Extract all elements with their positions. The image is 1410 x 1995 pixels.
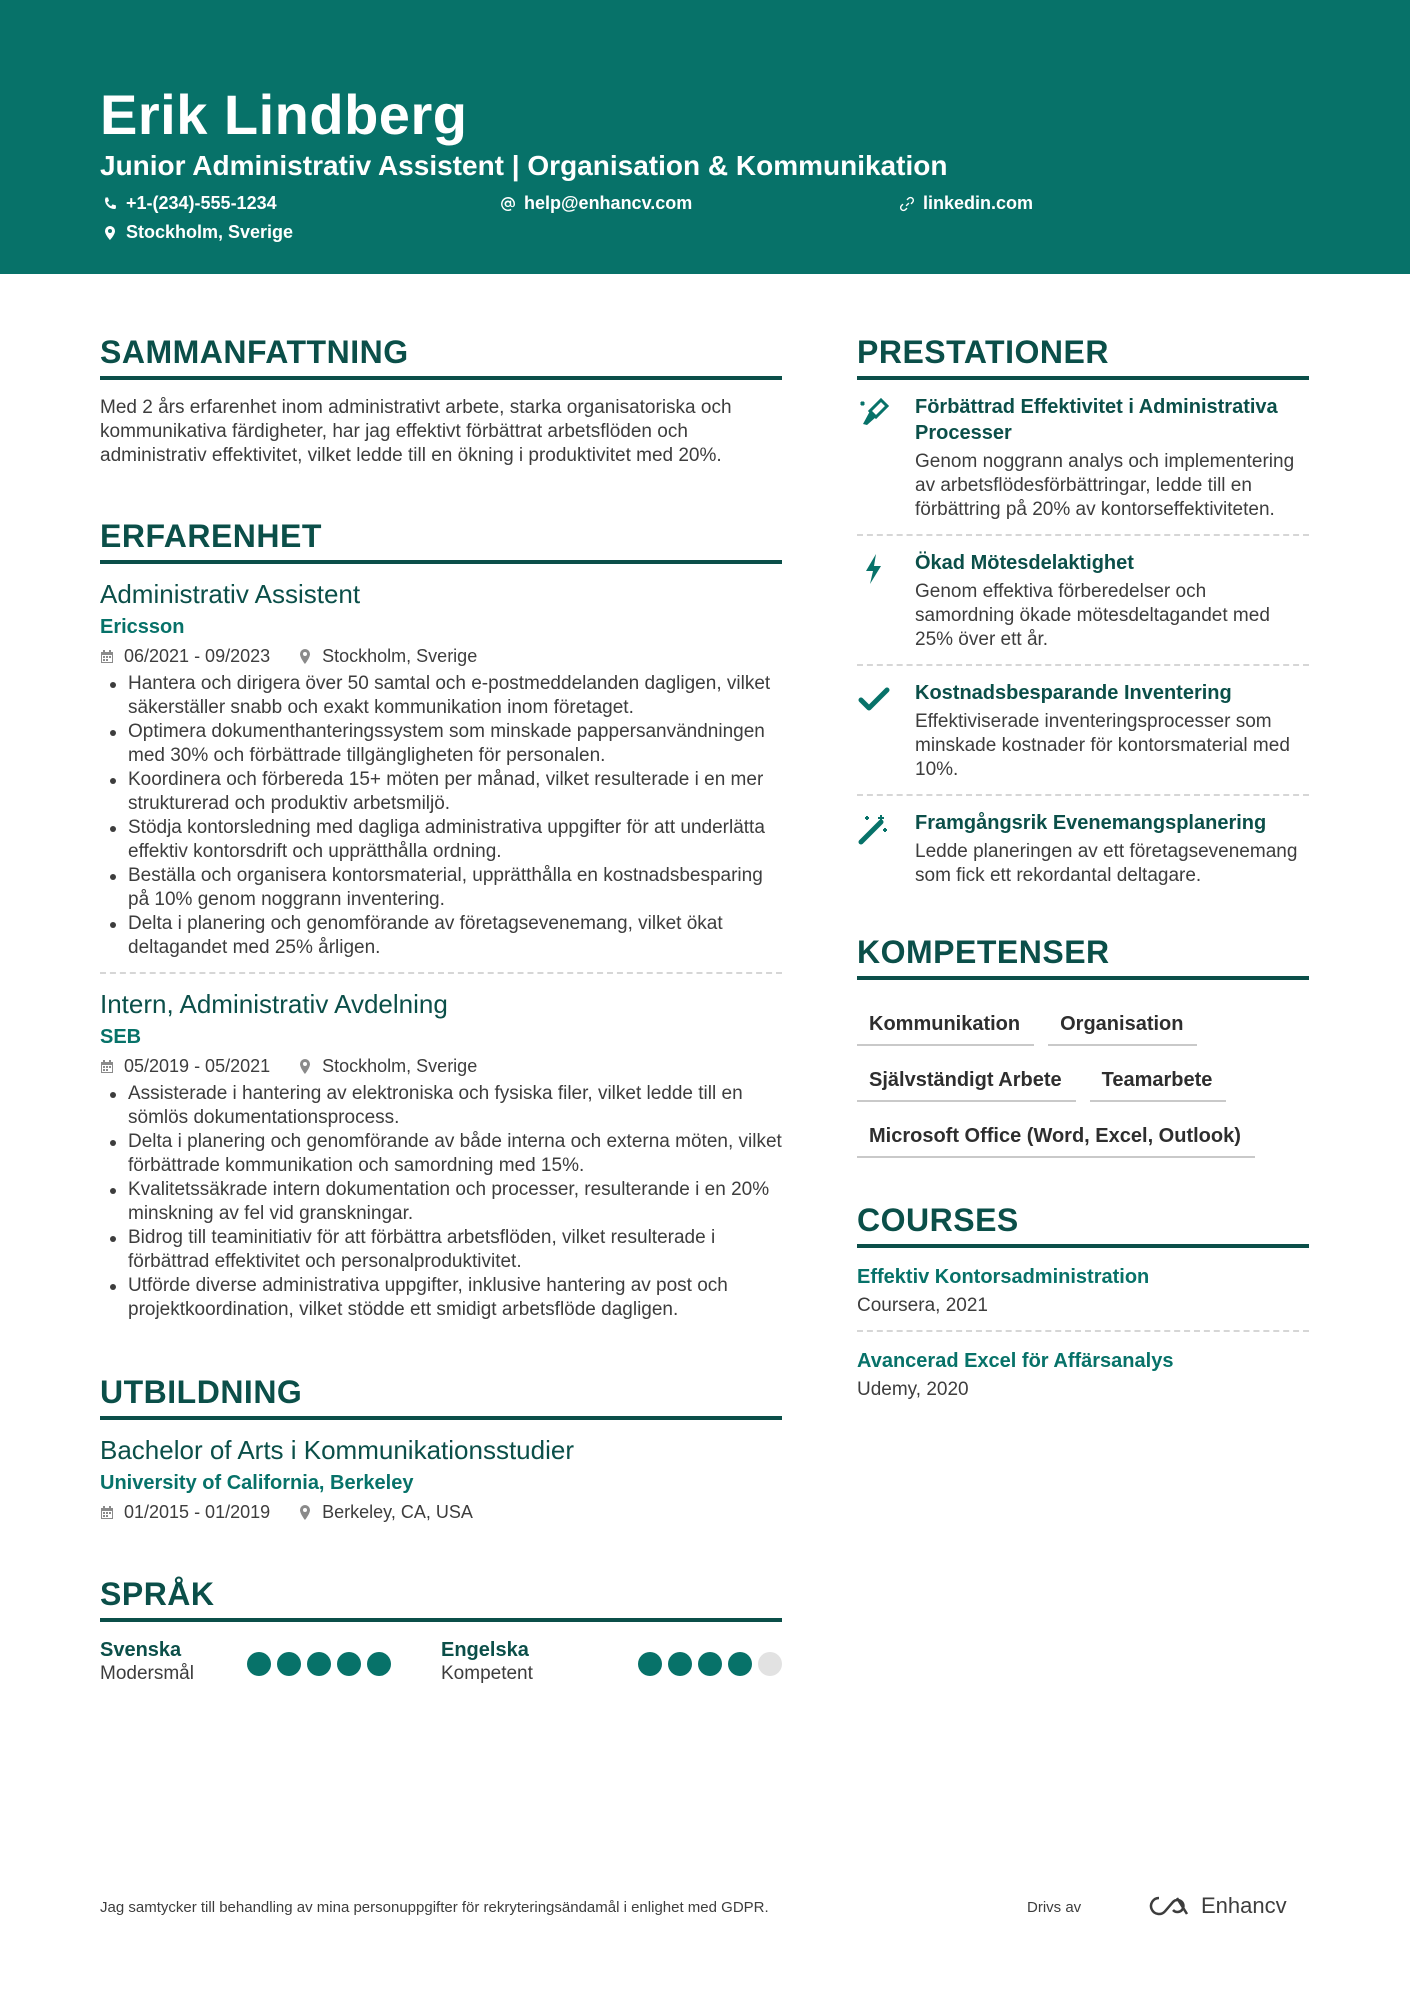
education-dates: 01/2015 - 01/2019 [124,1502,271,1522]
rating-dot-filled [277,1652,301,1676]
achievement-desc: Ledde planeringen av ett företagsevenemang som fick ett rekordantal deltagare. [915,841,1298,886]
divider [857,794,1309,796]
rating-dot-filled [247,1652,271,1676]
section-title-achievements: PRESTATIONER [857,330,1309,380]
bullet-item: Bidrog till teaminitiativ för att förbättra arbetsflöden, vilket resulterade i förbättrad effektivitet och personalproduktivitet. [100,1226,782,1274]
bullet-item: Delta i planering och genomförande av företagsevenemang, vilket ökat deltagandet med 25% årligen. [100,912,782,960]
checkmark-icon [857,682,891,716]
skill-tag: Teamarbete [1090,1056,1227,1102]
lightning-icon [857,552,891,586]
bullet-item: Kvalitetssäkrade intern dokumentation och processer, resulterande i en 20% minskning av fel vid granskningar. [100,1178,782,1226]
rating-dot-filled [698,1652,722,1676]
course-provider: Coursera, 2021 [857,1295,988,1316]
achievement-desc: Genom noggrann analys och implementering av arbetsflödesförbättringar, ledde till en förbättring på 20% av kontorseffektiviteten. [915,451,1295,520]
calendar-icon [100,1059,114,1074]
language-rating [247,1652,391,1686]
school-name: University of California, Berkeley [100,1472,414,1494]
experience-section [100,514,782,1322]
achievement-item [857,394,1309,522]
rating-dot-filled [728,1652,752,1676]
job-meta [100,1054,782,1078]
achievement-item [857,810,1309,888]
degree-title: Bachelor of Arts i Kommunikationsstudier [100,1435,574,1465]
education-section [100,1370,782,1524]
enhancv-brand: Enhancv [1201,1893,1287,1918]
section-title-summary: SAMMANFATTNING [100,330,782,380]
magic-rocket-icon [857,396,891,430]
rating-dot-filled [367,1652,391,1676]
phone-text: +1-(234)-555-1234 [126,193,277,213]
divider [857,534,1309,536]
phone-icon [102,196,118,212]
language-rating [638,1652,782,1686]
footer [100,1893,1310,1918]
job-entry [100,988,782,1322]
achievement-title: Förbättrad Effektivitet i Administrativa Processer [915,396,1278,444]
bullet-item: Koordinera och förbereda 15+ möten per månad, vilket resulterade i en mer strukturerad och produktiv arbetsmiljö. [100,768,782,816]
job-location: Stockholm, Sverige [322,646,478,666]
course-title: Avancerad Excel för Affärsanalys [857,1350,1174,1372]
achievement-desc: Effektiviserade inventeringsprocesser som minskade kostnader för kontorsmaterial med 10%. [915,711,1290,780]
job-bullets [100,672,782,960]
achievement-title: Kostnadsbesparande Inventering [915,682,1232,704]
section-title-courses: COURSES [857,1198,1309,1248]
rating-dot-empty [758,1652,782,1676]
achievement-item [857,680,1309,782]
language-item [441,1638,782,1686]
divider [857,1330,1309,1332]
contact-location [102,222,293,243]
courses-section [857,1198,1309,1402]
skill-tag: Kommunikation [857,1000,1034,1046]
summary-text: Med 2 års erfarenhet inom administrativt arbete, starka organisatoriska och kommunikativa färdigheter, har jag effektivt förbättrat arbetsflöden och administrativ effektivitet, vilket ledde till en ökning i produktivitet med 20%. [100,397,732,466]
language-level: Kompetent [441,1663,533,1684]
education-location: Berkeley, CA, USA [322,1502,473,1522]
summary-section [100,330,782,468]
job-title: Intern, Administrativ Avdelning [100,989,448,1019]
location-pin-icon [298,1505,312,1520]
linkedin-text: linkedin.com [923,193,1034,213]
contact-linkedin[interactable] [899,193,1033,214]
enhancv-logo[interactable] [1147,1893,1287,1919]
location-pin-icon [298,1059,312,1074]
section-title-education: UTBILDNING [100,1370,782,1420]
job-entry [100,578,782,960]
language-name: Engelska [441,1639,529,1661]
candidate-name: Erik Lindberg [100,83,468,146]
powered-by: Drivs av [1027,1899,1082,1916]
rating-dot-filled [307,1652,331,1676]
language-list [100,1638,782,1686]
job-meta [100,644,782,668]
calendar-icon [100,649,114,664]
achievement-item [857,550,1309,652]
languages-section [100,1572,782,1686]
skills-list [857,990,1309,1158]
candidate-title: Junior Administrativ Assistent | Organisation & Kommunikation [100,150,948,181]
contact-phone[interactable] [102,193,277,214]
contact-email[interactable] [500,193,692,214]
email-text: help@enhancv.com [524,193,693,213]
course-provider: Udemy, 2020 [857,1379,969,1400]
skill-tag: Microsoft Office (Word, Excel, Outlook) [857,1112,1255,1158]
right-column [857,330,1309,1402]
company-name: SEB [100,1026,142,1048]
link-icon [899,196,915,212]
bullet-item: Beställa och organisera kontorsmaterial, upprätthålla en kostnadsbesparing på 10% genom noggrann inventering. [100,864,782,912]
location-pin-icon [298,649,312,664]
job-bullets [100,1082,782,1322]
course-title: Effektiv Kontorsadministration [857,1266,1150,1288]
at-sign-icon [500,196,516,212]
job-location: Stockholm, Sverige [322,1056,478,1076]
education-meta [100,1500,782,1524]
section-title-experience: ERFARENHET [100,514,782,564]
resume-header [0,0,1410,274]
skills-section [857,930,1309,1158]
divider [857,664,1309,666]
bullet-item: Assisterade i hantering av elektroniska och fysiska filer, vilket ledde till en sömlös dokumentationsprocess. [100,1082,782,1130]
achievement-title: Ökad Mötesdelaktighet [915,552,1134,574]
language-name: Svenska [100,1639,182,1661]
enhancv-logo-icon [1147,1894,1193,1918]
section-title-languages: SPRÅK [100,1572,782,1622]
bullet-item: Delta i planering och genomförande av både interna och externa möten, vilket förbättrade kommunikation och samordning med 15%. [100,1130,782,1178]
job-dates: 06/2021 - 09/2023 [124,646,271,666]
bullet-item: Stödja kontorsledning med dagliga administrativa uppgifter för att underlätta effektiv kontorsdrift och upprätthålla ordning. [100,816,782,864]
divider [100,972,782,974]
achievements-section [857,330,1309,888]
bullet-item: Optimera dokumenthanteringssystem som minskade pappersanvändningen med 30% och förbättrade tillgängligheten för personalen. [100,720,782,768]
bullet-item: Utförde diverse administrativa uppgifter, inklusive hantering av post och projektkoordination, vilket stödde ett smidigt arbetsflöde dagligen. [100,1274,782,1322]
skill-tag: Organisation [1048,1000,1197,1046]
language-item [100,1638,441,1686]
gdpr-consent: Jag samtycker till behandling av mina personuppgifter för rekryteringsändamål i enlighet med GDPR. [100,1899,769,1916]
rating-dot-filled [337,1652,361,1676]
bullet-item: Hantera och dirigera över 50 samtal och e-postmeddelanden dagligen, vilket säkerställer snabb och exakt kommunikation inom företaget. [100,672,782,720]
magic-wand-icon [857,812,891,846]
achievement-title: Framgångsrik Evenemangsplanering [915,812,1267,834]
job-dates: 05/2019 - 05/2021 [124,1056,271,1076]
job-title: Administrativ Assistent [100,579,361,609]
skill-tag: Självständigt Arbete [857,1056,1076,1102]
company-name: Ericsson [100,616,185,638]
calendar-icon [100,1505,114,1520]
left-column [100,330,782,1686]
section-title-skills: KOMPETENSER [857,930,1309,980]
rating-dot-filled [668,1652,692,1676]
achievement-desc: Genom effektiva förberedelser och samordning ökade mötesdeltagandet med 25% över ett år. [915,581,1270,650]
language-level: Modersmål [100,1663,194,1684]
location-pin-icon [102,225,118,241]
location-text: Stockholm, Sverige [126,222,294,242]
rating-dot-filled [638,1652,662,1676]
